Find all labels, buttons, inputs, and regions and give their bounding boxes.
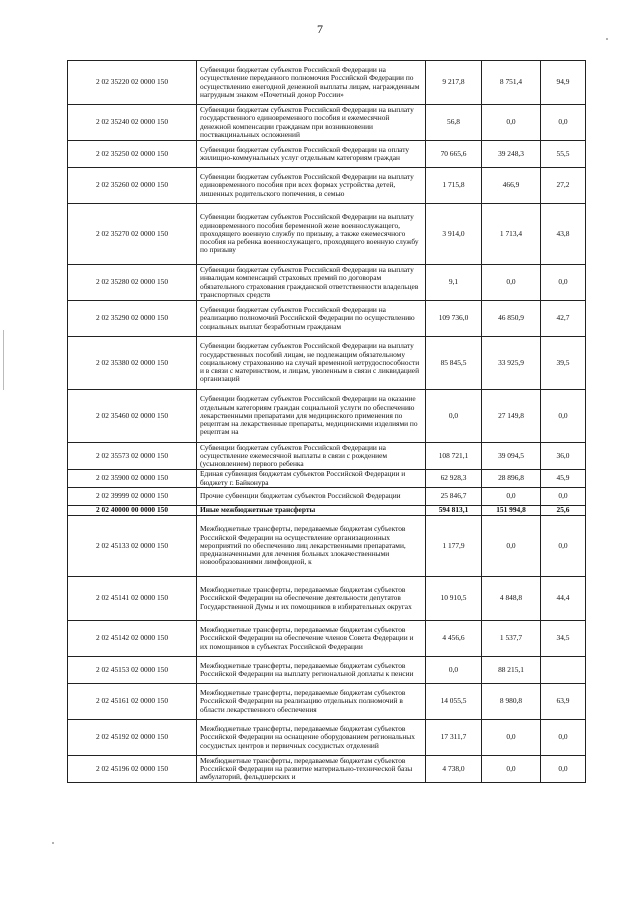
- table-row: [68, 684, 586, 720]
- planned-amount-cell: 108 721,1: [426, 443, 482, 470]
- actual-amount-cell: 8 751,4: [482, 61, 541, 105]
- budget-code-cell: 2 02 35573 02 0000 150: [68, 443, 197, 470]
- scan-artifact-line: [3, 330, 4, 390]
- actual-amount-cell: 88 215,1: [482, 657, 541, 684]
- actual-amount-cell: 1 537,7: [482, 621, 541, 657]
- description-cell: Межбюджетные трансферты, передаваемые бюджетам субъектов Российской Федерации на оснащение оборудованием региональных сосудистых центров и первичных сосудистых отделений: [197, 720, 426, 756]
- actual-amount-cell: 466,9: [482, 168, 541, 204]
- table-row: [68, 301, 586, 337]
- description-cell: Межбюджетные трансферты, передаваемые бюджетам субъектов Российской Федерации на обеспечение членов Совета Федерации и их помощников в субъектах Российской Федерации: [197, 621, 426, 657]
- budget-code-cell: 2 02 45192 02 0000 150: [68, 720, 197, 756]
- budget-code-cell: 2 02 40000 00 0000 150: [68, 506, 197, 516]
- description-cell: Субвенции бюджетам субъектов Российской Федерации на выплату единовременного пособия беременной жене военнослужащего, проходящего военную службу по призыву, а также ежемесячного пособия на ребенка военнослужащего, проходящего военную службу по призыву: [197, 204, 426, 265]
- budget-code-cell: 2 02 45133 02 0000 150: [68, 516, 197, 577]
- table-row: [68, 204, 586, 265]
- actual-amount-cell: 0,0: [482, 720, 541, 756]
- table-row: [68, 720, 586, 756]
- actual-amount-cell: 0,0: [482, 105, 541, 141]
- description-cell: Субвенции бюджетам субъектов Российской Федерации на выплату инвалидам компенсаций страховых премий по договорам обязательного страхования гражданской ответственности владельцев транспортных средств: [197, 265, 426, 301]
- percent-cell: 0,0: [541, 390, 586, 443]
- actual-amount-cell: 4 848,8: [482, 577, 541, 621]
- description-cell: Межбюджетные трансферты, передаваемые бюджетам субъектов Российской Федерации на осуществление организационных мероприятий по обеспечению лиц лекарственными препаратами, предназначенными для лечения больных злокачественными новообразованиями лимфоидной, к: [197, 516, 426, 577]
- actual-amount-cell: 1 713,4: [482, 204, 541, 265]
- percent-cell: [541, 657, 586, 684]
- budget-table-container: [67, 60, 585, 783]
- table-row: [68, 577, 586, 621]
- table-row: [68, 657, 586, 684]
- percent-cell: 94,9: [541, 61, 586, 105]
- description-cell: Субвенции бюджетам субъектов Российской Федерации на оказание отдельным категориям граждан социальной услуги по обеспечению лекарственными препаратами для медицинского применения по рецептам на лекарственные препараты, медицинскими изделиями по рецептам на: [197, 390, 426, 443]
- planned-amount-cell: 4 738,0: [426, 756, 482, 783]
- actual-amount-cell: 39 094,5: [482, 443, 541, 470]
- planned-amount-cell: 14 055,5: [426, 684, 482, 720]
- description-cell: Межбюджетные трансферты, передаваемые бюджетам субъектов Российской Федерации на обеспечение деятельности депутатов Государственной Думы и их помощников в избирательных округах: [197, 577, 426, 621]
- description-cell: Субвенции бюджетам субъектов Российской Федерации на осуществление переданного полномочия Российской Федерации по осуществлению ежегодной денежной выплаты лицам, награжденным нагрудным знаком «Почетный донор России»: [197, 61, 426, 105]
- budget-code-cell: 2 02 35250 02 0000 150: [68, 141, 197, 168]
- percent-cell: 0,0: [541, 265, 586, 301]
- actual-amount-cell: 33 925,9: [482, 337, 541, 390]
- planned-amount-cell: 1 715,8: [426, 168, 482, 204]
- budget-code-cell: 2 02 35240 02 0000 150: [68, 105, 197, 141]
- description-cell: Единая субвенция бюджетам субъектов Российской Федерации и бюджету г. Байконура: [197, 470, 426, 488]
- table-row: [68, 61, 586, 105]
- actual-amount-cell: 0,0: [482, 516, 541, 577]
- percent-cell: 0,0: [541, 488, 586, 506]
- page-number: 7: [317, 22, 323, 36]
- actual-amount-cell: 0,0: [482, 756, 541, 783]
- budget-code-cell: 2 02 45196 02 0000 150: [68, 756, 197, 783]
- percent-cell: 27,2: [541, 168, 586, 204]
- percent-cell: 36,0: [541, 443, 586, 470]
- budget-code-cell: 2 02 45141 02 0000 150: [68, 577, 197, 621]
- scan-artifact-dot: [52, 842, 54, 844]
- table-row: [68, 488, 586, 506]
- planned-amount-cell: 62 928,3: [426, 470, 482, 488]
- planned-amount-cell: 25 846,7: [426, 488, 482, 506]
- percent-cell: 45,9: [541, 470, 586, 488]
- percent-cell: 63,9: [541, 684, 586, 720]
- planned-amount-cell: 9,1: [426, 265, 482, 301]
- table-row: [68, 141, 586, 168]
- description-cell: Субвенции бюджетам субъектов Российской Федерации на осуществление ежемесячной выплаты в связи с рождением (усыновлением) первого ребенка: [197, 443, 426, 470]
- actual-amount-cell: 27 149,8: [482, 390, 541, 443]
- planned-amount-cell: 109 736,0: [426, 301, 482, 337]
- table-row: [68, 105, 586, 141]
- description-cell: Субвенции бюджетам субъектов Российской Федерации на выплату единовременного пособия при всех формах устройства детей, лишенных родительского попечения, в семью: [197, 168, 426, 204]
- budget-code-cell: 2 02 35260 02 0000 150: [68, 168, 197, 204]
- table-row: [68, 168, 586, 204]
- description-cell: Субвенции бюджетам субъектов Российской Федерации на выплату государственного единовременного пособия и ежемесячной денежной компенсации гражданам при возникновении поствакцинальных осложнений: [197, 105, 426, 141]
- actual-amount-cell: 151 994,8: [482, 506, 541, 516]
- actual-amount-cell: 28 896,8: [482, 470, 541, 488]
- table-row: [68, 265, 586, 301]
- budget-code-cell: 2 02 35290 02 0000 150: [68, 301, 197, 337]
- table-row: [68, 516, 586, 577]
- budget-code-cell: 2 02 35270 02 0000 150: [68, 204, 197, 265]
- description-cell: Межбюджетные трансферты, передаваемые бюджетам субъектов Российской Федерации на развитие материально-технической базы амбулаторий, фельдшерских и: [197, 756, 426, 783]
- table-row: [68, 506, 586, 516]
- budget-code-cell: 2 02 45153 02 0000 150: [68, 657, 197, 684]
- percent-cell: 55,5: [541, 141, 586, 168]
- description-cell: Иные межбюджетные трансферты: [197, 506, 426, 516]
- scan-artifact-dot: [606, 38, 608, 40]
- description-cell: Межбюджетные трансферты, передаваемые бюджетам субъектов Российской Федерации на выплату региональной доплаты к пенсии: [197, 657, 426, 684]
- planned-amount-cell: 17 311,7: [426, 720, 482, 756]
- percent-cell: 0,0: [541, 756, 586, 783]
- table-row: [68, 470, 586, 488]
- actual-amount-cell: 46 850,9: [482, 301, 541, 337]
- percent-cell: 25,6: [541, 506, 586, 516]
- planned-amount-cell: 3 914,0: [426, 204, 482, 265]
- actual-amount-cell: 39 248,3: [482, 141, 541, 168]
- description-cell: Межбюджетные трансферты, передаваемые бюджетам субъектов Российской Федерации на реализацию отдельных полномочий в области лекарственного обеспечения: [197, 684, 426, 720]
- planned-amount-cell: 85 845,5: [426, 337, 482, 390]
- actual-amount-cell: 0,0: [482, 265, 541, 301]
- planned-amount-cell: 56,8: [426, 105, 482, 141]
- planned-amount-cell: 70 665,6: [426, 141, 482, 168]
- planned-amount-cell: 0,0: [426, 390, 482, 443]
- percent-cell: 39,5: [541, 337, 586, 390]
- budget-code-cell: 2 02 35900 02 0000 150: [68, 470, 197, 488]
- actual-amount-cell: 8 980,8: [482, 684, 541, 720]
- planned-amount-cell: 0,0: [426, 657, 482, 684]
- planned-amount-cell: 9 217,8: [426, 61, 482, 105]
- description-cell: Субвенции бюджетам субъектов Российской Федерации на выплату государственных пособий лицам, не подлежащим обязательному социальному страхованию на случай временной нетрудоспособности и в связи с материнством, и лицам, уволенным в связи с ликвидацией организаций: [197, 337, 426, 390]
- table-row: [68, 337, 586, 390]
- planned-amount-cell: 594 813,1: [426, 506, 482, 516]
- description-cell: Субвенции бюджетам субъектов Российской Федерации на реализацию полномочий Российской Федерации по осуществлению социальных выплат безработным гражданам: [197, 301, 426, 337]
- budget-code-cell: 2 02 45142 02 0000 150: [68, 621, 197, 657]
- table-row: [68, 390, 586, 443]
- planned-amount-cell: 1 177,9: [426, 516, 482, 577]
- description-cell: Субвенции бюджетам субъектов Российской Федерации на оплату жилищно-коммунальных услуг отдельным категориям граждан: [197, 141, 426, 168]
- budget-code-cell: 2 02 39999 02 0000 150: [68, 488, 197, 506]
- budget-table-body: [68, 61, 586, 783]
- percent-cell: 0,0: [541, 516, 586, 577]
- percent-cell: 34,5: [541, 621, 586, 657]
- table-row: [68, 756, 586, 783]
- percent-cell: 43,8: [541, 204, 586, 265]
- budget-table: [67, 60, 586, 783]
- percent-cell: 0,0: [541, 105, 586, 141]
- budget-code-cell: 2 02 35380 02 0000 150: [68, 337, 197, 390]
- budget-code-cell: 2 02 35280 02 0000 150: [68, 265, 197, 301]
- budget-code-cell: 2 02 45161 02 0000 150: [68, 684, 197, 720]
- percent-cell: 0,0: [541, 720, 586, 756]
- budget-code-cell: 2 02 35460 02 0000 150: [68, 390, 197, 443]
- actual-amount-cell: 0,0: [482, 488, 541, 506]
- percent-cell: 42,7: [541, 301, 586, 337]
- planned-amount-cell: 10 910,5: [426, 577, 482, 621]
- table-row: [68, 621, 586, 657]
- percent-cell: 44,4: [541, 577, 586, 621]
- table-row: [68, 443, 586, 470]
- description-cell: Прочие субвенции бюджетам субъектов Российской Федерации: [197, 488, 426, 506]
- planned-amount-cell: 4 456,6: [426, 621, 482, 657]
- budget-code-cell: 2 02 35220 02 0000 150: [68, 61, 197, 105]
